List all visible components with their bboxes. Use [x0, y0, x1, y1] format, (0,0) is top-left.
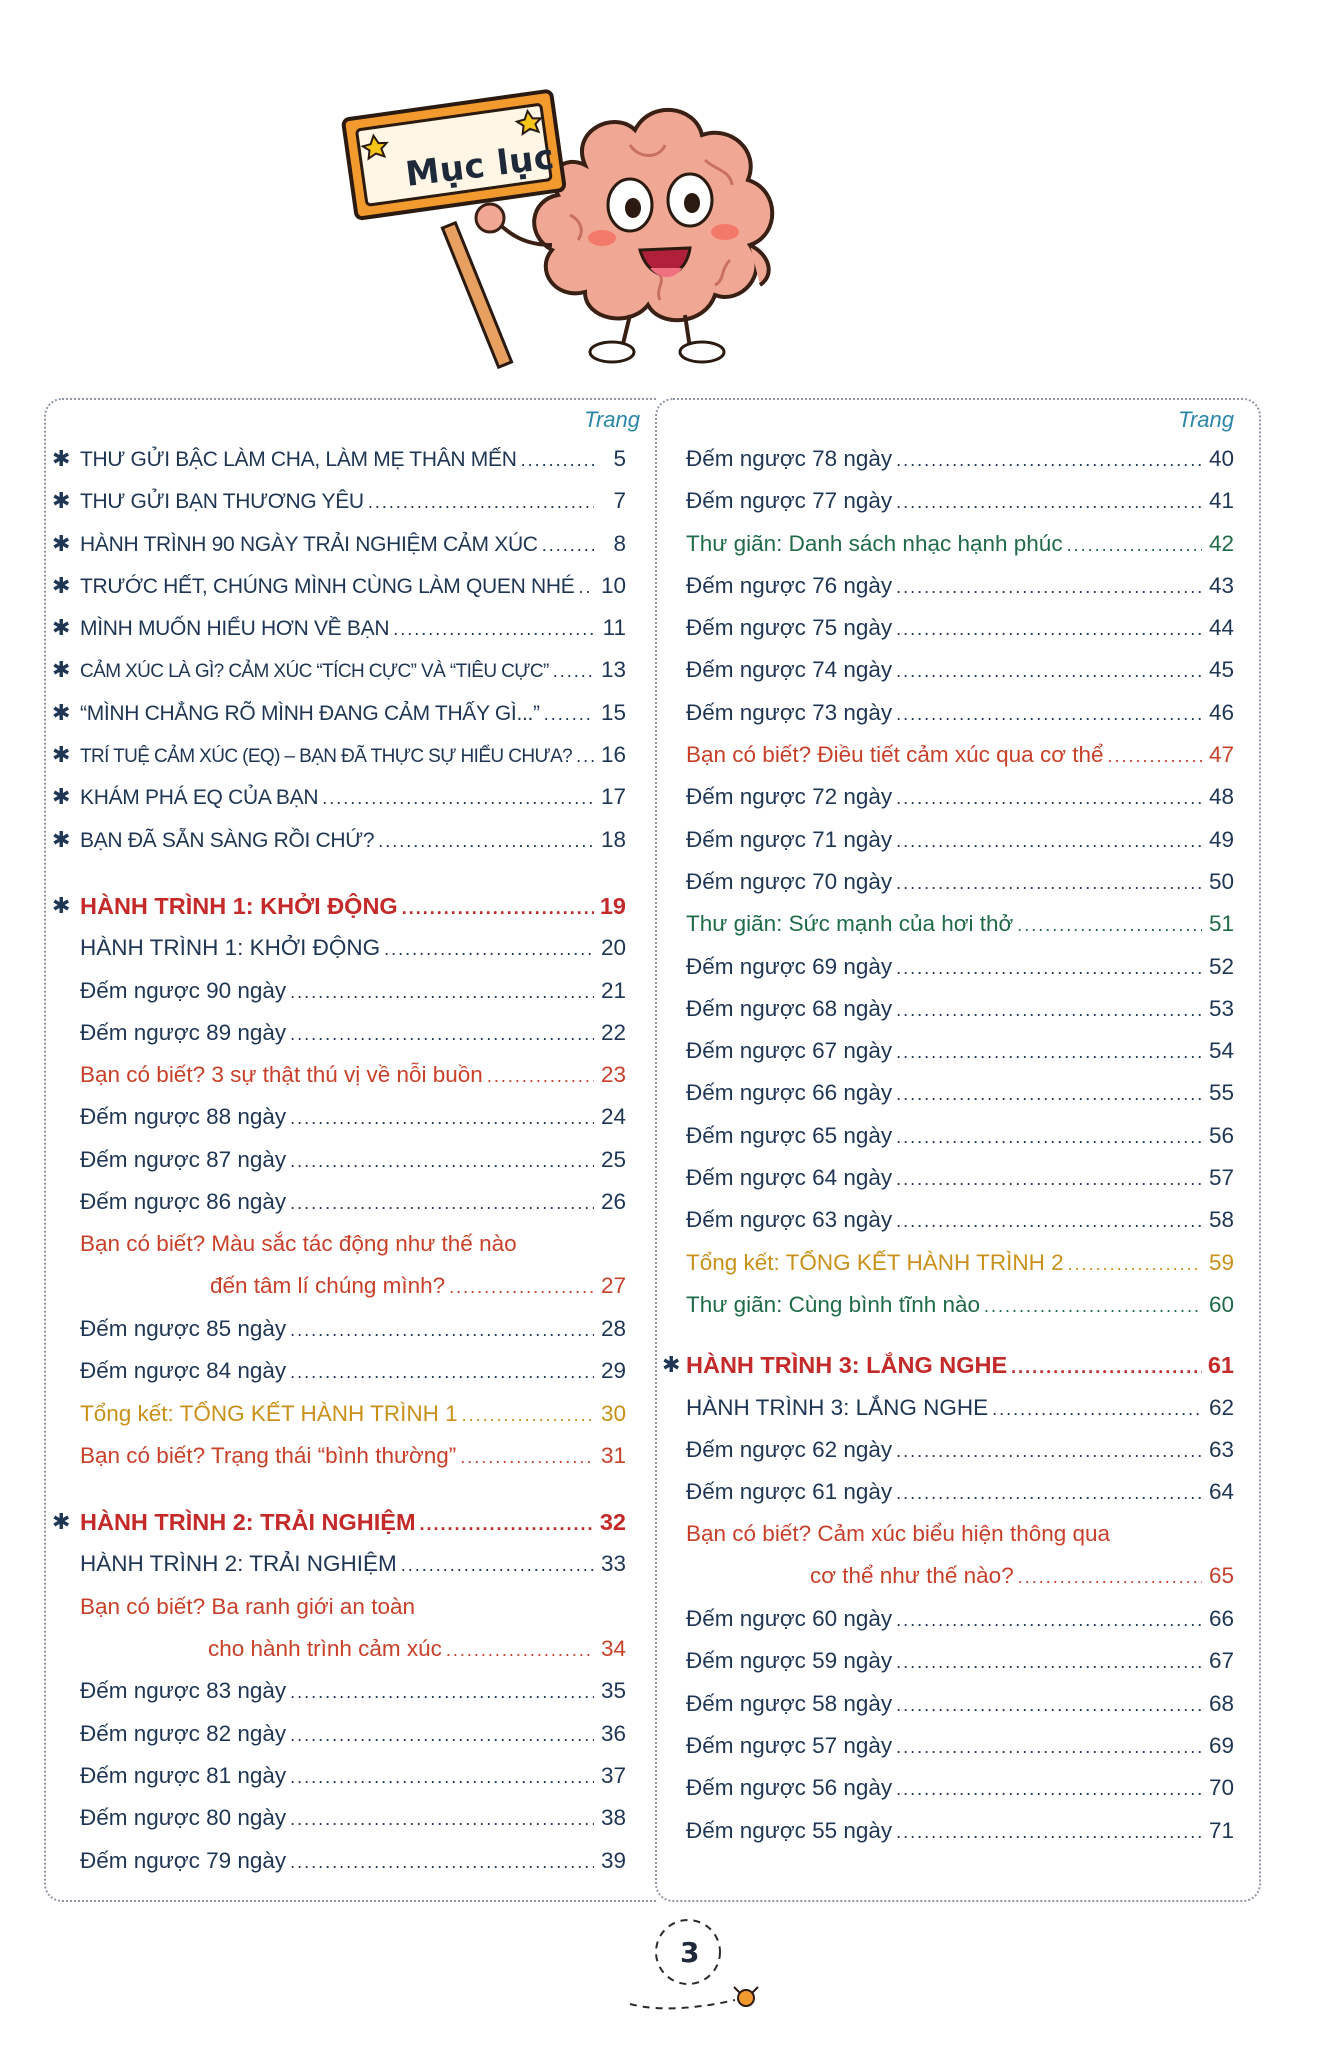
asterisk-bullet-icon: ✱	[52, 826, 71, 852]
toc-entry[interactable]: Đếm ngược 72 ngày ..... 48	[686, 776, 1246, 818]
toc-entry[interactable]: Đếm ngược 57 ngày ..... 69	[686, 1725, 1246, 1767]
toc-entry[interactable]: ✱ TRƯỚC HẾT, CHÚNG MÌNH CÙNG LÀM QUEN NHÉ ..... 10	[44, 565, 644, 607]
toc-entry[interactable]: Đếm ngược 55 ngày ..... 71	[686, 1810, 1246, 1852]
toc-entry[interactable]: ✱ KHÁM PHÁ EQ CỦA BẠN ..... 17	[44, 776, 644, 818]
toc-entry-did-you-know[interactable]: Bạn có biết? Cảm xúc biểu hiện thông qua cơ thể như thế nào? ..... 65	[686, 1513, 1246, 1598]
toc-section-heading-journey-1[interactable]: ✱ HÀNH TRÌNH 1: KHỞI ĐỘNG ..... 19	[44, 885, 644, 927]
toc-entry[interactable]: Đếm ngược 65 ngày ..... 56	[686, 1115, 1246, 1157]
asterisk-bullet-icon: ✱	[52, 572, 71, 598]
toc-entry[interactable]: Đếm ngược 79 ngày ..... 39	[44, 1840, 644, 1882]
toc-entry[interactable]: ✱ THƯ GỬI BẠN THƯƠNG YÊU ..... 7	[44, 480, 644, 522]
sign-title: Mục lục	[403, 137, 557, 195]
toc-entry[interactable]: ✱ BẠN ĐÃ SẴN SÀNG RỒI CHỨ? ..... 18	[44, 819, 644, 861]
toc-entry[interactable]: Đếm ngược 77 ngày ..... 41	[686, 480, 1246, 522]
toc-entry[interactable]: Đếm ngược 87 ngày ..... 25	[44, 1139, 644, 1181]
asterisk-bullet-icon: ✱	[52, 615, 71, 641]
toc-entry[interactable]: HÀNH TRÌNH 2: TRẢI NGHIỆM ..... 33	[44, 1543, 644, 1585]
toc-entry[interactable]: Đếm ngược 80 ngày ..... 38	[44, 1797, 644, 1839]
toc-entry[interactable]: Đếm ngược 70 ngày ..... 50	[686, 861, 1246, 903]
toc-entry[interactable]: Đếm ngược 74 ngày ..... 45	[686, 649, 1246, 691]
toc-entry[interactable]: Đếm ngược 84 ngày ..... 29	[44, 1350, 644, 1392]
toc-entry[interactable]: ✱ MÌNH MUỐN HIỂU HƠN VỀ BẠN ..... 11	[44, 607, 644, 649]
toc-entry[interactable]: Đếm ngược 60 ngày ..... 66	[686, 1598, 1246, 1640]
toc-entry[interactable]: ✱ HÀNH TRÌNH 90 NGÀY TRẢI NGHIỆM CẢM XÚC ..... 8	[44, 523, 644, 565]
toc-entry[interactable]: Đếm ngược 67 ngày ..... 54	[686, 1030, 1246, 1072]
toc-entry[interactable]: Đếm ngược 66 ngày ..... 55	[686, 1072, 1246, 1114]
toc-entry[interactable]: ✱ TRÍ TUỆ CẢM XÚC (EQ) – BẠN ĐÃ THỰC SỰ HIỂU CHƯA? ..... 16	[44, 734, 644, 776]
toc-entry[interactable]: ✱ THƯ GỬI BẬC LÀM CHA, LÀM MẸ THÂN MẾN ..... 5	[44, 438, 644, 480]
toc-entry-did-you-know[interactable]: Bạn có biết? Điều tiết cảm xúc qua cơ thể ..... 47	[686, 734, 1246, 776]
toc-entry[interactable]: Đếm ngược 90 ngày ..... 21	[44, 970, 644, 1012]
toc-entry-relax[interactable]: Thư giãn: Danh sách nhạc hạnh phúc ..... 42	[686, 523, 1246, 565]
toc-entry[interactable]: Đếm ngược 88 ngày ..... 24	[44, 1096, 644, 1138]
toc-entry[interactable]: Đếm ngược 81 ngày ..... 37	[44, 1755, 644, 1797]
asterisk-bullet-icon: ✱	[52, 892, 71, 918]
toc-entry[interactable]: Đếm ngược 59 ngày ..... 67	[686, 1640, 1246, 1682]
toc-entry-relax[interactable]: Thư giãn: Sức mạnh của hơi thở ..... 51	[686, 903, 1246, 945]
toc-entry-summary[interactable]: Tổng kết: TỔNG KẾT HÀNH TRÌNH 1 ..... 30	[44, 1393, 644, 1435]
toc-section-heading-journey-2[interactable]: ✱ HÀNH TRÌNH 2: TRẢI NGHIỆM ..... 32	[44, 1501, 644, 1543]
toc-entry[interactable]: Đếm ngược 71 ngày ..... 49	[686, 819, 1246, 861]
asterisk-bullet-icon: ✱	[52, 1509, 71, 1535]
toc-entry[interactable]: HÀNH TRÌNH 1: KHỞI ĐỘNG ..... 20	[44, 927, 644, 969]
toc-entry[interactable]: Đếm ngược 68 ngày ..... 53	[686, 988, 1246, 1030]
asterisk-bullet-icon: ✱	[52, 742, 71, 768]
brain-mascot-illustration	[330, 70, 830, 390]
toc-entry[interactable]: Đếm ngược 83 ngày ..... 35	[44, 1670, 644, 1712]
toc-entry[interactable]: Đếm ngược 63 ngày ..... 58	[686, 1199, 1246, 1241]
toc-entry[interactable]: Đếm ngược 89 ngày ..... 22	[44, 1012, 644, 1054]
asterisk-bullet-icon: ✱	[52, 446, 71, 471]
toc-entry[interactable]: ✱ CẢM XÚC LÀ GÌ? CẢM XÚC “TÍCH CỰC” VÀ “TIÊU CỰC” ..... 13	[44, 649, 644, 691]
toc-entry[interactable]: Đếm ngược 56 ngày ..... 70	[686, 1767, 1246, 1809]
toc-entry[interactable]: Đếm ngược 86 ngày ..... 26	[44, 1181, 644, 1223]
asterisk-bullet-icon: ✱	[52, 784, 71, 810]
trang-label: Trang	[584, 407, 640, 432]
toc-entry-relax[interactable]: Thư giãn: Cùng bình tĩnh nào ..... 60	[686, 1284, 1246, 1326]
toc-entry-did-you-know[interactable]: Bạn có biết? 3 sự thật thú vị về nỗi buồn ..... 23	[44, 1054, 644, 1096]
toc-entry[interactable]: Đếm ngược 64 ngày ..... 57	[686, 1157, 1246, 1199]
toc-entry[interactable]: Đếm ngược 73 ngày ..... 46	[686, 692, 1246, 734]
toc-entry[interactable]: HÀNH TRÌNH 3: LẮNG NGHE ..... 62	[686, 1387, 1246, 1429]
toc-entry[interactable]: ✱ “MÌNH CHẲNG RÕ MÌNH ĐANG CẢM THẤY GÌ...” ..... 15	[44, 692, 644, 734]
toc-entry-did-you-know[interactable]: Bạn có biết? Màu sắc tác động như thế nào đến tâm lí chúng mình? ..... 27	[44, 1223, 644, 1308]
toc-left-column	[44, 402, 644, 1882]
asterisk-bullet-icon: ✱	[52, 530, 71, 556]
toc-entry-did-you-know[interactable]: Bạn có biết? Ba ranh giới an toàn cho hành trình cảm xúc ..... 34	[44, 1586, 644, 1671]
toc-section-heading-journey-3[interactable]: ✱ HÀNH TRÌNH 3: LẮNG NGHE ..... 61	[686, 1344, 1246, 1386]
toc-entry[interactable]: Đếm ngược 76 ngày ..... 43	[686, 565, 1246, 607]
toc-right-column	[662, 402, 1246, 1852]
trang-label: Trang	[1178, 407, 1234, 432]
toc-entry[interactable]: Đếm ngược 75 ngày ..... 44	[686, 607, 1246, 649]
toc-entry[interactable]: Đếm ngược 69 ngày ..... 52	[686, 946, 1246, 988]
toc-entry-summary[interactable]: Tổng kết: TỔNG KẾT HÀNH TRÌNH 2 ..... 59	[686, 1242, 1246, 1284]
page-number-badge	[620, 1908, 770, 2018]
toc-entry[interactable]: Đếm ngược 78 ngày ..... 40	[686, 438, 1246, 480]
asterisk-bullet-icon: ✱	[662, 1352, 681, 1378]
toc-entry[interactable]: Đếm ngược 58 ngày ..... 68	[686, 1683, 1246, 1725]
asterisk-bullet-icon: ✱	[52, 488, 71, 514]
toc-entry[interactable]: Đếm ngược 82 ngày ..... 36	[44, 1713, 644, 1755]
toc-entry[interactable]: Đếm ngược 62 ngày ..... 63	[686, 1429, 1246, 1471]
page-number: 3	[680, 1936, 700, 1969]
asterisk-bullet-icon: ✱	[52, 657, 71, 683]
asterisk-bullet-icon: ✱	[52, 699, 71, 725]
toc-entry[interactable]: Đếm ngược 61 ngày ..... 64	[686, 1471, 1246, 1513]
toc-entry-did-you-know[interactable]: Bạn có biết? Trạng thái “bình thường” ..... 31	[44, 1435, 644, 1477]
toc-entry[interactable]: Đếm ngược 85 ngày ..... 28	[44, 1308, 644, 1350]
